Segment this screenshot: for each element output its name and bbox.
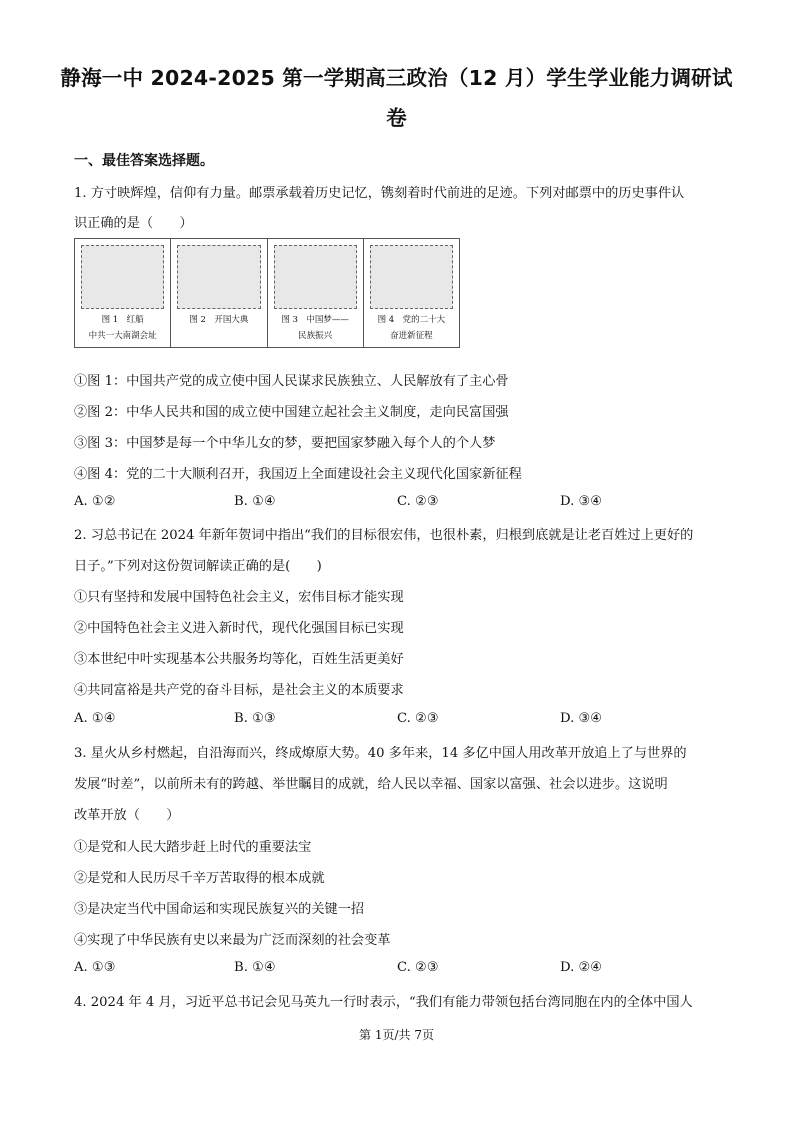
q1-stem-line-1: 1. 方寸映辉煌，信仰有力量。邮票承载着历史记忆，镌刻着时代前进的足迹。下列对邮票中的历史事件认 [74,186,685,201]
q1-option-b[interactable]: B. ①④ [234,494,276,509]
stamp-2 [171,239,267,347]
q4-stem-line-1: 4. 2024 年 4 月，习近平总书记会见马英九一行时表示，“我们有能力带领包括台湾同胞在内的全体中国人 [74,995,693,1010]
q1-option-a[interactable]: A. ①② [74,494,116,509]
title-line-2: 卷 [386,106,407,130]
q1-item-2: ②图 2：中华人民共和国的成立使中国建立起社会主义制度，走向民富国强 [74,405,509,420]
q3-stem-line-2: 发展“时差”，以前所未有的跨越、举世瞩目的成就，给人民以幸福、国家以富强、社会以进步。这说明 [74,777,668,792]
stamp-1 [75,239,171,347]
stamp-4-caption: 图 4 党的二十大 [377,315,446,325]
section-heading: 一、最佳答案选择题。 [74,153,214,169]
q2-item-1: ①只有坚持和发展中国特色社会主义，宏伟目标才能实现 [74,590,404,605]
q2-item-3: ③本世纪中叶实现基本公共服务均等化，百姓生活更美好 [74,652,404,667]
stamp-4 [364,239,459,347]
stamp-2-image [177,245,260,309]
title-line-1: 静海一中 2024-2025 第一学期高三政治（12 月）学生学业能力调研试 [60,66,733,90]
q1-item-4: ④图 4：党的二十大顺利召开，我国迈上全面建设社会主义现代化国家新征程 [74,467,522,482]
q3-option-d[interactable]: D. ②④ [560,960,603,975]
q3-option-c[interactable]: C. ②③ [397,960,439,975]
stamp-1-image [81,245,164,309]
q1-option-c[interactable]: C. ②③ [397,494,439,509]
q2-option-c[interactable]: C. ②③ [397,711,439,726]
page-title [60,58,733,138]
q3-item-1: ①是党和人民大踏步赶上时代的重要法宝 [74,840,312,855]
q1-item-3: ③图 3：中国梦是每一个中华儿女的梦，要把国家梦融入每个人的个人梦 [74,436,496,451]
stamp-2-caption: 图 2 开国大典 [189,315,249,325]
q3-item-2: ②是党和人民历尽千辛万苦取得的根本成就 [74,871,325,886]
q2-stem-line-1: 2. 习总书记在 2024 年新年贺词中指出“我们的目标很宏伟，也很朴素，归根到底就是让老百姓过上更好的 [74,528,694,543]
stamp-3-image [274,245,357,309]
q3-option-a[interactable]: A. ①③ [74,960,116,975]
stamp-1-subcaption: 中共一大南湖会址 [88,331,157,341]
stamp-3-caption: 图 3 中国梦—— [281,315,349,325]
page-footer: 第 1页/共 7页 [359,1028,434,1042]
stamp-4-image [370,245,453,309]
q1-option-d[interactable]: D. ③④ [560,494,603,509]
q3-option-b[interactable]: B. ①④ [234,960,276,975]
q3-stem-line-3: 改革开放（ ） [74,808,180,823]
q2-item-4: ④共同富裕是共产党的奋斗目标，是社会主义的本质要求 [74,683,404,698]
q3-item-3: ③是决定当代中国命运和实现民族复兴的关键一招 [74,902,365,917]
q2-option-d[interactable]: D. ③④ [560,711,603,726]
stamp-4-subcaption: 奋进新征程 [390,331,433,341]
q2-option-a[interactable]: A. ①④ [74,711,116,726]
q2-item-2: ②中国特色社会主义进入新时代，现代化强国目标已实现 [74,621,404,636]
q3-stem-line-1: 3. 星火从乡村燃起，自沿海而兴，终成燎原大势。40 多年来，14 多亿中国人用改革开放追上了与世界的 [74,746,687,761]
q1-item-1: ①图 1：中国共产党的成立使中国人民谋求民族独立、人民解放有了主心骨 [74,374,509,389]
stamp-3 [268,239,364,347]
stamp-1-caption: 图 1 红船 [101,315,144,325]
q2-option-b[interactable]: B. ①③ [234,711,276,726]
stamp-3-subcaption: 民族振兴 [298,331,333,341]
q3-item-4: ④实现了中华民族有史以来最为广泛而深刻的社会变革 [74,933,391,948]
stamp-figure [74,238,460,348]
q2-stem-line-2: 日子。”下列对这份贺词解读正确的是( ) [74,559,322,574]
q1-stem-line-2: 识正确的是（ ） [74,216,193,231]
